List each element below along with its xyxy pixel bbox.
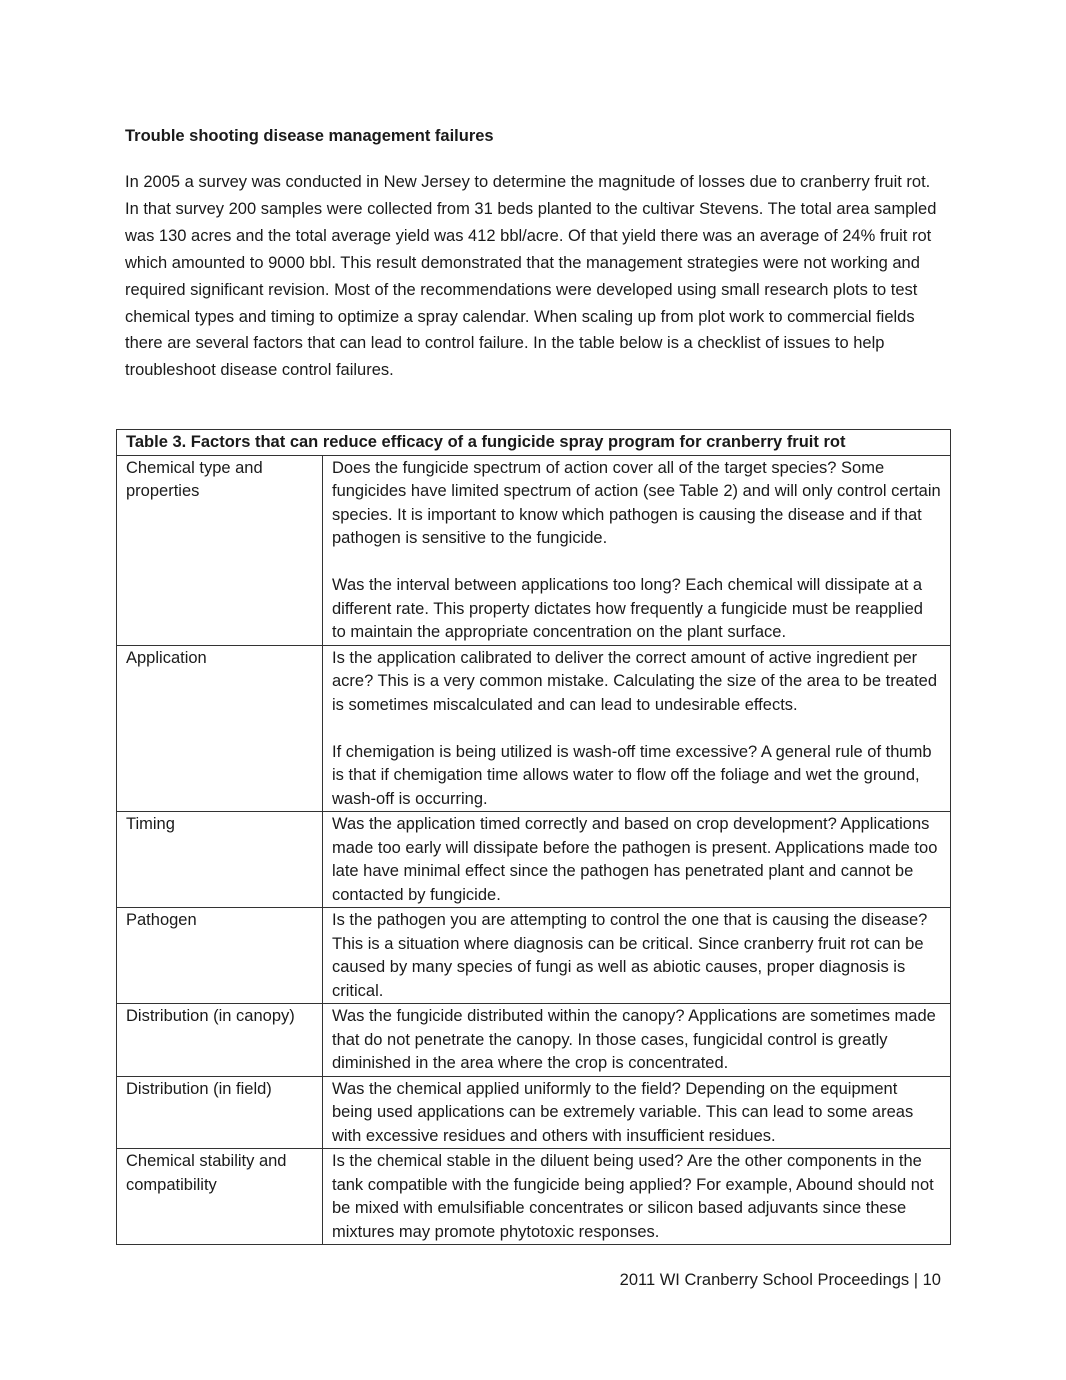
- intro-paragraph: In 2005 a survey was conducted in New Jersey to determine the magnitude of losses due to cranberry fruit rot. In that survey 200 samples were collected from 31 beds planted to the cultivar Stevens. The total area sampled was 130 acres and the total average yield was 412 bbl/acre. Of that yield there was an average of 24% fruit rot which amounted to 9000 bbl. This result demonstrated that the management strategies were not working and required significant revision. Most of the recommendations were developed using small research plots to test chemical types and timing to optimize a spray calendar. When scaling up from plot work to commercial fields there are several factors that can lead to control failure. In the table below is a checklist of issues to help troubleshoot disease control failures.: [125, 173, 937, 380]
- page-footer: 2011 WI Cranberry School Proceedings | 10: [619, 1271, 941, 1289]
- description-cell: Was the application timed correctly and based on crop development? Applications made too early will dissipate before the pathogen is present. Applications made too late have minimal effect since the pathogen has penetrated plant and cannot be contacted by fungicide.: [323, 812, 951, 908]
- factor-cell: Application: [117, 645, 323, 812]
- description-paragraph: If chemigation is being utilized is wash-off time excessive? A general rule of thumb is that if chemigation time allows water to flow off the foliage and wet the ground, wash-off is occurring.: [332, 742, 932, 808]
- description-paragraph: Was the interval between applications too long? Each chemical will dissipate at a different rate. This property dictates how frequently a fungicide must be reapplied to maintain the appropriate concentration on the plant surface.: [332, 576, 923, 641]
- table-row: [117, 908, 951, 1004]
- section-heading: Trouble shooting disease management failures: [125, 127, 494, 145]
- factor-cell: Timing: [117, 812, 323, 908]
- description-cell: Was the chemical applied uniformly to the field? Depending on the equipment being used applications can be extremely variable. This can lead to some areas with excessive residues and others with insufficient residues.: [323, 1076, 951, 1149]
- description-paragraph: Is the application calibrated to deliver the correct amount of active ingredient per acre? This is a very common mistake. Calculating the size of the area to be treated is sometimes miscalculated and can lead to undesirable effects.: [332, 648, 937, 714]
- description-cell: Was the fungicide distributed within the canopy? Applications are sometimes made that do not penetrate the canopy. In those cases, fungicidal control is greatly diminished in the area where the crop is concentrated.: [323, 1004, 951, 1077]
- factors-table: [116, 429, 951, 1245]
- table-caption: Table 3. Factors that can reduce efficacy of a fungicide spray program for cranberry fruit rot: [117, 430, 951, 456]
- factor-cell: Chemical type and properties: [117, 455, 323, 645]
- factor-cell: Pathogen: [117, 908, 323, 1004]
- table-row: [117, 1004, 951, 1077]
- factor-cell: Distribution (in canopy): [117, 1004, 323, 1077]
- description-paragraph: Does the fungicide spectrum of action cover all of the target species? Some fungicides have limited spectrum of action (see Table 2) and will only control certain species. It is important to know which pathogen is causing the disease and if that pathogen is sensitive to the fungicide.: [332, 458, 941, 547]
- table-row: [117, 1076, 951, 1149]
- factor-cell: Distribution (in field): [117, 1076, 323, 1149]
- table-row: [117, 645, 951, 812]
- description-cell: Is the chemical stable in the diluent being used? Are the other components in the tank compatible with the fungicide being applied? For example, Abound should not be mixed with emulsifiable concentrates or silicon based adjuvants since these mixtures may promote phytotoxic responses.: [323, 1149, 951, 1245]
- description-cell: Is the pathogen you are attempting to control the one that is causing the disease? This is a situation where diagnosis can be critical. Since cranberry fruit rot can be caused by many species of fungi as well as abiotic causes, proper diagnosis is critical.: [323, 908, 951, 1004]
- description-cell: [323, 455, 951, 645]
- factor-cell: Chemical stability and compatibility: [117, 1149, 323, 1245]
- table-row: [117, 1149, 951, 1245]
- table-row: [117, 812, 951, 908]
- table-row: [117, 455, 951, 645]
- description-cell: [323, 645, 951, 812]
